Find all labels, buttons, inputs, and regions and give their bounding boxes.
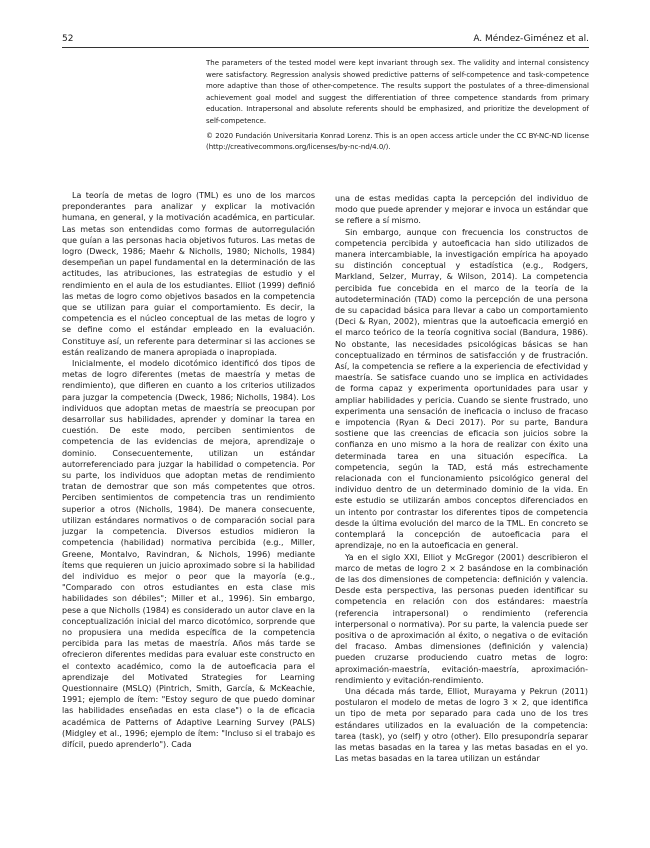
- left-column: [62, 190, 315, 750]
- body-paragraph: Ya en el siglo XXI, Elliot y McGregor (2001) describieron el marco de metas de logro 2 × 2 basándose en la combinación de las dos dimensiones de competencia: definición y valencia. Desde esta perspectiva, las personas pueden identificar su competencia en relación con dos estándares: maestría (referencia intrapersonal) o rendimiento (referencia interpersonal o normativa). Por su parte, la valencia puede ser positiva o de aproximación al éxito, o negativa o de evitación del fracaso. Ambas dimensiones (definición y valencia) pueden cruzarse produciendo cuatro metas de logro: aproximación-maestría, evitación-maestría, aproximación-rendimiento y evitación-rendimiento.: [335, 552, 588, 685]
- body-paragraph: una de estas medidas capta la percepción del individuo de modo que puede aprender y mejorar e invoca un estándar que se refiere a sí mismo.: [335, 194, 588, 226]
- body-paragraph: Una década más tarde, Elliot, Murayama y Pekrun (2011) postularon el modelo de metas de logro 3 × 2, que identifica un tipo de meta por separado para cada uno de los tres estándares utilizados en la evaluación de la competencia: tarea (task), yo (self) y otro (other). Ello presupondría separar las metas basadas en la tarea y las metas basadas en el yo. Las metas basadas en la tarea utilizan un estándar: [335, 686, 588, 764]
- body-paragraph: Sin embargo, aunque con frecuencia los constructos de competencia percibida y autoeficacia han sido utilizados de manera intercambiable, la investigación empírica ha apoyado su distinción conceptual y estadística (e.g., Rodgers, Markland, Selzer, Murray, & Wilson, 2014). La competencia percibida fue concebida en el marco de la teoría de la autodeterminación (TAD) como la percepción de una persona de su capacidad básica para llevar a cabo un comportamiento (Deci & Ryan, 2002), mientras que la autoeficacia emergió en el marco teórico de la teoría cognitiva social (Bandura, 1986). No obstante, las necesidades psicológicas básicas se han conceptualizado en términos de satisfacción y de frustración. Así, la competencia se refiere a la experiencia de efectividad y maestría. Se satisface cuando uno se implica en actividades de forma capaz y experimenta oportunidades para usar y ampliar habilidades y pericia. Cuando se siente frustrado, uno experimenta una sensación de ineficacia o incluso de fracaso e impotencia (Ryan & Deci 2017). Por su parte, Bandura sostiene que las creencias de eficacia son juicios sobre la confianza en uno mismo a la hora de realizar con éxito una determinada tarea en una situación específica. La competencia, según la TAD, está más estrechamente relacionada con el funcionamiento psicológico general del individuo dentro de un determinado dominio de la vida. En este estudio se utilizarán ambos conceptos diferenciados en un intento por contrastar los diferentes tipos de competencia desde la última evolución del marco de la TML. En concreto se contemplará la concepción de autoeficacia para el aprendizaje, no en la autoeficacia en general.: [335, 227, 588, 551]
- abstract-paragraph: The parameters of the tested model were kept invariant through sex. The validity and internal consistency were satisfactory. Regression analysis showed predictive patterns of self-competence and task-competence more adaptive than those of other-competence. The results support the postulates of a three-dimensional achievement goal model and suggest the differentiation of three competence standards from primary education. Intrapersonal and absolute referents should be emphasized, and prioritize the development of self-competence.: [206, 59, 589, 125]
- copyright-notice: © 2020 Fundación Universitaria Konrad Lorenz. This is an open access article under the CC BY-NC-ND license (http://creativecommons.org/licenses/by-nc-nd/4.0/).: [206, 131, 589, 152]
- body-paragraph: La teoría de metas de logro (TML) es uno de los marcos preponderantes para analizar y explicar la motivación humana, en general, y la motivación académica, en particular. Las metas son entendidas como formas de autorregulación que guían a las personas hacia objetivos futuros. Las metas de logro (Dweck, 1986; Maehr & Nicholls, 1980; Nicholls, 1984) desempeñan un papel fundamental en la determinación de las actitudes, las atribuciones, las estrategias de estudio y el rendimiento en el aula de los estudiantes. Elliot (1999) definió las metas de logro como objetivos basados en la competencia que se utilizan para guiar el comportamiento. Es decir, la competencia es el núcleo conceptual de las metas de logro y se define como el estándar empleado en la evaluación. Constituye así, un referente para determinar si las acciones se están realizando de manera apropiada o inapropiada.: [62, 191, 315, 357]
- right-column: [335, 193, 588, 764]
- running-head: A. Méndez-Giménez et al.: [473, 34, 589, 44]
- abstract: [206, 58, 589, 154]
- header-rule: [62, 47, 589, 48]
- body-paragraph: Inicialmente, el modelo dicotómico identificó dos tipos de metas de logro diferentes (metas de maestría y metas de rendimiento), que difieren en cuanto a los criterios utilizados para juzgar la competencia (Dweck, 1986; Nicholls, 1984). Los individuos que adoptan metas de maestría se preocupan por desarrollar sus habilidades, aprender y dominar la tarea en cuestión. De este modo, perciben sentimientos de competencia de las evidencias de mejora, aprendizaje o dominio. Consecuentemente, utilizan un estándar autorreferenciado para juzgar la habilidad o competencia. Por su parte, los individuos que adoptan metas de rendimiento tratan de demostrar que son más competentes que otros. Perciben sentimientos de competencia tras un rendimiento superior a otros (Nicholls, 1984). De manera consecuente, utilizan estándares normativos o de comparación social para juzgar la competencia. Diversos estudios midieron la competencia (habilidad) normativa percibida (e.g., Miller, Greene, Montalvo, Ravindran, & Nichols, 1996) mediante ítems que requieren un juicio aproximado sobre si la habilidad del individuo es mejor o peor que la mayoría (e.g., "Comparado con otros estudiantes en esta clase mis habilidades son débiles"; Miller et al., 1996). Sin embargo, pese a que Nicholls (1984) es considerado un autor clave en la conceptualización inicial del marco dicotómico, sorprende que no propusiera una medida específica de la competencia percibida para las metas de maestría. Años más tarde se ofrecieron diferentes medidas para evaluar este constructo en el contexto académico, como la de autoeficacia para el aprendizaje del Motivated Strategies for Learning Questionnaire (MSLQ) (Pintrich, Smith, García, & McKeachie, 1991; ejemplo de ítem: "Estoy seguro de que puedo dominar las habilidades enseñadas en esta clase") o la de eficacia académica de Patterns of Adaptive Learning Survey (PALS) (Midgley et al., 1996; ejemplo de ítem: "Incluso si el trabajo es difícil, puedo aprenderlo"). Cada: [62, 359, 315, 749]
- page-number: 52: [62, 34, 74, 44]
